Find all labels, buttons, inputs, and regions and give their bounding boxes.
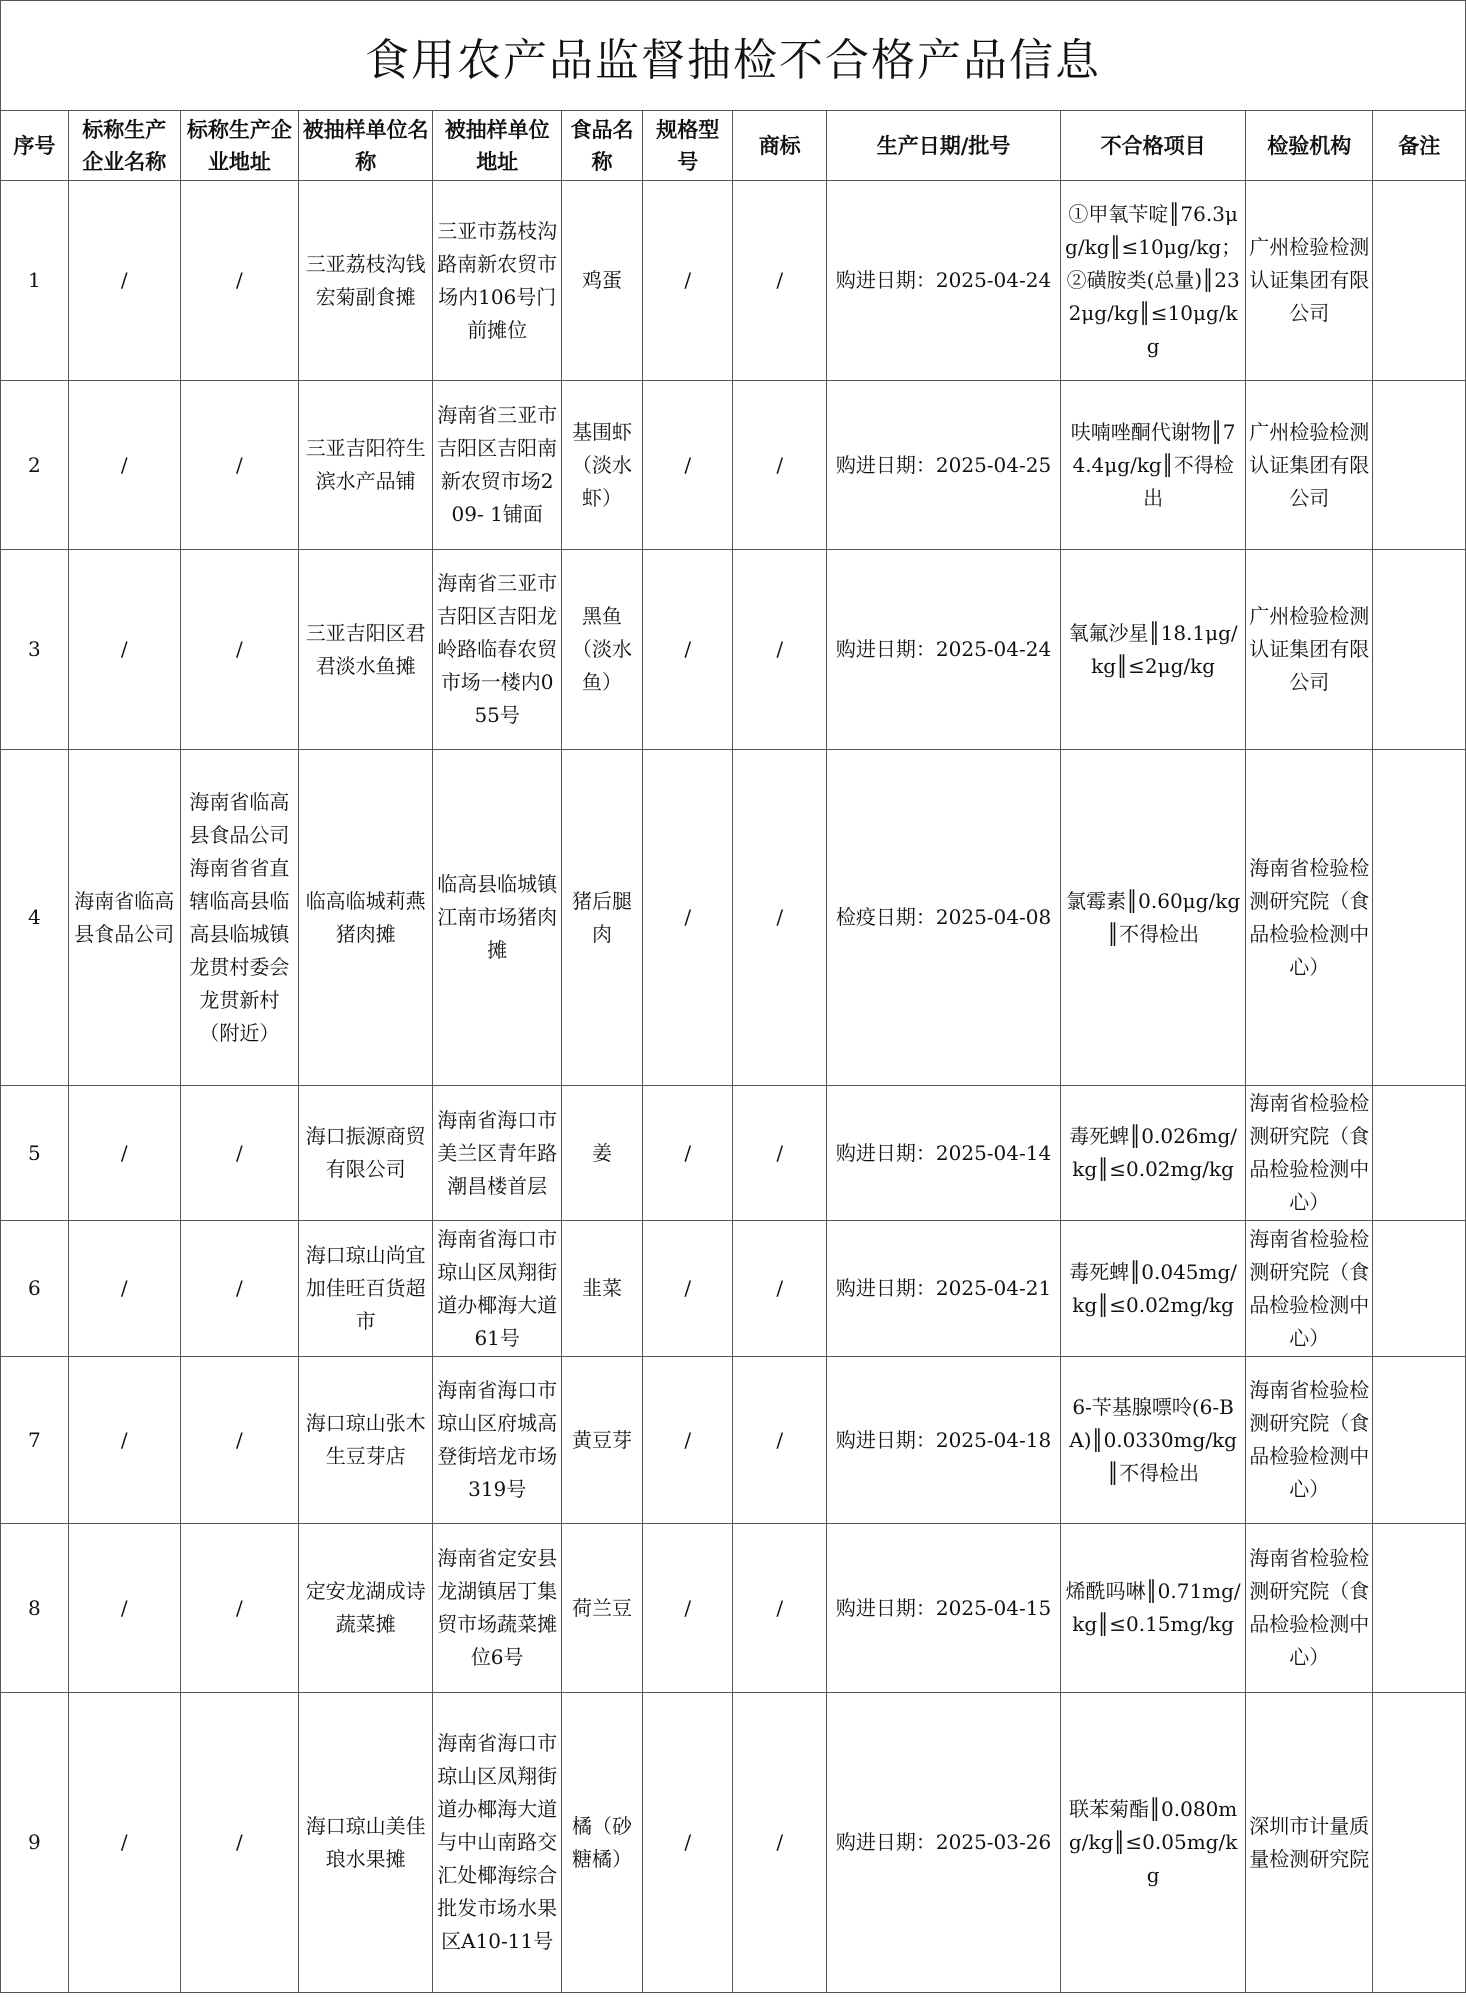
row-food-name: 猪后腿肉 [561,750,642,1086]
row-failed-item: 氯霉素║0.60μg/kg║不得检出 [1061,750,1246,1086]
row-producer-name: / [68,1693,180,1993]
row-brand: / [733,1221,826,1357]
page-title: 食用农产品监督抽检不合格产品信息 [365,34,1101,86]
row-agency: 海南省检验检测研究院（食品检验检测中心） [1246,1086,1373,1221]
header-food-name: 食品名称 [561,111,642,181]
row-agency: 广州检验检测认证集团有限公司 [1246,181,1373,381]
row-remark [1373,1693,1466,1993]
row-producer-name: / [68,1357,180,1524]
row-remark [1373,181,1466,381]
row-brand: / [733,381,826,550]
row-spec: / [643,1693,733,1993]
row-failed-item: 6-苄基腺嘌呤(6-BA)║0.0330mg/kg║不得检出 [1061,1357,1246,1524]
row-date: 购进日期：2025-03-26 [826,1693,1060,1993]
row-producer-address: / [180,1357,298,1524]
row-sampled-unit: 三亚荔枝沟钱宏菊副食摊 [298,181,433,381]
row-producer-address: / [180,1086,298,1221]
row-agency: 广州检验检测认证集团有限公司 [1246,381,1373,550]
row-remark [1373,750,1466,1086]
row-index: 2 [1,381,69,550]
row-sampled-unit: 定安龙湖成诗蔬菜摊 [298,1524,433,1693]
row-producer-name: / [68,381,180,550]
row-remark [1373,1524,1466,1693]
table-row [1,1086,1466,1221]
row-sampled-unit: 海口振源商贸有限公司 [298,1086,433,1221]
row-producer-name: 海南省临高县食品公司 [68,750,180,1086]
row-date: 购进日期：2025-04-14 [826,1086,1060,1221]
header-spec: 规格型号 [643,111,733,181]
row-food-name: 黄豆芽 [561,1357,642,1524]
table-row [1,1524,1466,1693]
table-row [1,1693,1466,1993]
row-spec: / [643,1524,733,1693]
row-spec: / [643,381,733,550]
row-date: 购进日期：2025-04-24 [826,181,1060,381]
row-index: 5 [1,1086,69,1221]
row-sampled-unit: 海口琼山张木生豆芽店 [298,1357,433,1524]
header-producer-name: 标称生产企业名称 [68,111,180,181]
row-brand: / [733,750,826,1086]
row-agency: 深圳市计量质量检测研究院 [1246,1693,1373,1993]
row-remark [1373,1086,1466,1221]
row-failed-item: 毒死蜱║0.026mg/kg║≤0.02mg/kg [1061,1086,1246,1221]
row-date: 购进日期：2025-04-24 [826,550,1060,750]
row-food-name: 基围虾（淡水虾） [561,381,642,550]
row-producer-name: / [68,1524,180,1693]
table-row [1,1221,1466,1357]
row-brand: / [733,550,826,750]
table-row [1,181,1466,381]
row-remark [1373,1221,1466,1357]
table-row [1,1357,1466,1524]
row-brand: / [733,1086,826,1221]
header-agency: 检验机构 [1246,111,1373,181]
row-spec: / [643,1086,733,1221]
row-brand: / [733,181,826,381]
row-index: 9 [1,1693,69,1993]
row-brand: / [733,1693,826,1993]
row-brand: / [733,1524,826,1693]
header-remark: 备注 [1373,111,1466,181]
row-spec: / [643,550,733,750]
row-remark [1373,1357,1466,1524]
row-sampled-address: 海南省三亚市吉阳区吉阳南新农贸市场209- 1铺面 [433,381,561,550]
row-producer-address: 海南省临高县食品公司海南省省直辖临高县临高县临城镇龙贯村委会龙贯新村（附近） [180,750,298,1086]
row-food-name: 韭菜 [561,1221,642,1357]
row-producer-address: / [180,1221,298,1357]
row-index: 1 [1,181,69,381]
row-sampled-address: 海南省定安县龙湖镇居丁集贸市场蔬菜摊位6号 [433,1524,561,1693]
row-index: 6 [1,1221,69,1357]
header-date: 生产日期/批号 [826,111,1060,181]
row-date: 购进日期：2025-04-18 [826,1357,1060,1524]
row-index: 7 [1,1357,69,1524]
row-food-name: 橘（砂糖橘） [561,1693,642,1993]
row-food-name: 黑鱼（淡水鱼） [561,550,642,750]
header-failed-item: 不合格项目 [1061,111,1246,181]
row-food-name: 鸡蛋 [561,181,642,381]
header-index: 序号 [1,111,69,181]
row-spec: / [643,1221,733,1357]
row-brand: / [733,1357,826,1524]
row-date: 购进日期：2025-04-15 [826,1524,1060,1693]
table-row [1,550,1466,750]
row-sampled-address: 临高县临城镇江南市场猪肉摊 [433,750,561,1086]
row-sampled-address: 海南省海口市琼山区凤翔街道办椰海大道与中山南路交汇处椰海综合批发市场水果区A10-11号 [433,1693,561,1993]
row-agency: 海南省检验检测研究院（食品检验检测中心） [1246,750,1373,1086]
row-agency: 广州检验检测认证集团有限公司 [1246,550,1373,750]
row-sampled-address: 海南省海口市琼山区凤翔街道办椰海大道61号 [433,1221,561,1357]
row-producer-address: / [180,1524,298,1693]
row-producer-name: / [68,1086,180,1221]
row-date: 购进日期：2025-04-21 [826,1221,1060,1357]
row-remark [1373,550,1466,750]
row-date: 检疫日期：2025-04-08 [826,750,1060,1086]
row-date: 购进日期：2025-04-25 [826,381,1060,550]
row-agency: 海南省检验检测研究院（食品检验检测中心） [1246,1524,1373,1693]
row-sampled-address: 海南省三亚市吉阳区吉阳龙岭路临春农贸市场一楼内055号 [433,550,561,750]
row-failed-item: 氧氟沙星║18.1μg/kg║≤2μg/kg [1061,550,1246,750]
row-producer-address: / [180,181,298,381]
row-sampled-address: 海南省海口市琼山区府城高登街培龙市场319号 [433,1357,561,1524]
row-spec: / [643,750,733,1086]
row-failed-item: 联苯菊酯║0.080mg/kg║≤0.05mg/kg [1061,1693,1246,1993]
row-producer-address: / [180,1693,298,1993]
row-sampled-address: 三亚市荔枝沟路南新农贸市场内106号门前摊位 [433,181,561,381]
nonconforming-products-table [0,110,1466,1993]
row-failed-item: 烯酰吗啉║0.71mg/kg║≤0.15mg/kg [1061,1524,1246,1693]
row-producer-name: / [68,550,180,750]
row-remark [1373,381,1466,550]
row-index: 3 [1,550,69,750]
row-producer-name: / [68,181,180,381]
row-spec: / [643,181,733,381]
row-food-name: 荷兰豆 [561,1524,642,1693]
row-producer-address: / [180,381,298,550]
header-brand: 商标 [733,111,826,181]
row-index: 8 [1,1524,69,1693]
table-row [1,750,1466,1086]
row-sampled-unit: 海口琼山美佳琅水果摊 [298,1693,433,1993]
row-sampled-address: 海南省海口市美兰区青年路潮昌楼首层 [433,1086,561,1221]
table-row [1,381,1466,550]
row-sampled-unit: 三亚吉阳符生滨水产品铺 [298,381,433,550]
row-sampled-unit: 临高临城莉燕猪肉摊 [298,750,433,1086]
header-sampled-unit: 被抽样单位名称 [298,111,433,181]
row-failed-item: 呋喃唑酮代谢物║74.4μg/kg║不得检出 [1061,381,1246,550]
header-producer-address: 标称生产企业地址 [180,111,298,181]
row-failed-item: ①甲氧苄啶║76.3μg/kg║≤10μg/kg；②磺胺类(总量)║232μg/kg║≤10μg/kg [1061,181,1246,381]
row-index: 4 [1,750,69,1086]
row-producer-address: / [180,550,298,750]
row-food-name: 姜 [561,1086,642,1221]
header-sampled-address: 被抽样单位地址 [433,111,561,181]
row-agency: 海南省检验检测研究院（食品检验检测中心） [1246,1357,1373,1524]
row-failed-item: 毒死蜱║0.045mg/kg║≤0.02mg/kg [1061,1221,1246,1357]
title-bar [0,0,1466,110]
row-producer-name: / [68,1221,180,1357]
row-agency: 海南省检验检测研究院（食品检验检测中心） [1246,1221,1373,1357]
table-header-row [1,111,1466,181]
row-spec: / [643,1357,733,1524]
row-sampled-unit: 海口琼山尚宜加佳旺百货超市 [298,1221,433,1357]
row-sampled-unit: 三亚吉阳区君君淡水鱼摊 [298,550,433,750]
